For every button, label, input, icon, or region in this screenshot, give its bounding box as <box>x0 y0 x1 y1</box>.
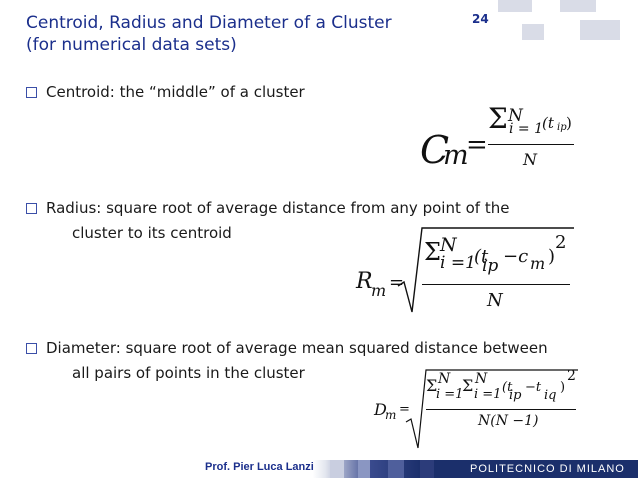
centroid-term: (t <box>542 114 554 132</box>
radius-term: (t <box>474 246 489 267</box>
centroid-fraction-bar <box>488 144 574 145</box>
title-line-1: Centroid, Radius and Diameter of a Cluster <box>26 13 392 33</box>
radius-lhs: R <box>356 269 373 294</box>
radius-lhs-sub: m <box>371 281 387 300</box>
radius-power: 2 <box>555 232 567 253</box>
diameter-lhs-sub: m <box>385 408 397 422</box>
centroid-den: N <box>523 150 537 169</box>
bullet-diameter <box>26 336 548 360</box>
diameter-t-sub: iq <box>544 388 557 403</box>
diameter-sigma-2: Σ <box>462 376 474 395</box>
diameter-term-sub: ip <box>509 388 522 403</box>
diameter-lhs: D <box>374 400 387 419</box>
checkbox-bullet-icon <box>26 203 37 214</box>
centroid-upper: N <box>508 106 523 126</box>
diameter-sigma-1: Σ <box>426 376 438 395</box>
bullet-diameter-text: Diameter: square root of average mean squared distance between <box>46 339 548 357</box>
bullet-radius <box>26 196 509 220</box>
bullet-centroid <box>26 80 305 104</box>
centroid-term-sub: ip <box>557 122 567 133</box>
centroid-close: ) <box>566 114 572 132</box>
diameter-power: 2 <box>567 368 576 384</box>
centroid-lhs: C <box>420 128 450 172</box>
radius-eq: = <box>389 272 405 293</box>
diameter-lower-1: i =1 <box>436 387 464 402</box>
diameter-fraction-bar <box>426 409 576 410</box>
bullet-radius-text: Radius: square root of average distance from any point of the <box>46 199 510 217</box>
diameter-term: (t <box>502 380 513 395</box>
diameter-den: N(N −1) <box>478 413 539 429</box>
checkbox-bullet-icon <box>26 87 37 98</box>
footer-author: Prof. Pier Luca Lanzi <box>205 461 314 473</box>
bullet-diameter-cont: all pairs of points in the cluster <box>72 364 305 382</box>
radius-minus: −c <box>503 246 529 267</box>
radius-fraction-bar <box>422 284 570 285</box>
centroid-lhs-sub: m <box>443 140 469 171</box>
title-line-2: (for numerical data sets) <box>26 35 237 55</box>
radius-close: ) <box>548 246 556 267</box>
bullet-centroid-text: Centroid: the “middle” of a cluster <box>46 83 305 101</box>
diameter-upper-1: N <box>438 371 451 387</box>
diameter-close: ) <box>560 380 566 395</box>
bullet-radius-cont: cluster to its centroid <box>72 224 232 242</box>
slide-number: 24 <box>472 12 489 26</box>
footer-institution: POLITECNICO DI MILANO <box>470 463 625 475</box>
diameter-minus: −t <box>525 380 542 395</box>
radius-c-sub: m <box>530 254 546 273</box>
centroid-sigma: Σ <box>488 102 508 135</box>
checkbox-bullet-icon <box>26 343 37 354</box>
radius-term-sub: ip <box>482 256 499 276</box>
centroid-lower: i = 1 <box>509 121 544 137</box>
diameter-eq: = <box>399 402 410 417</box>
radius-sigma: Σ <box>424 238 441 266</box>
radius-lower: i =1 <box>440 253 476 273</box>
radius-den: N <box>487 290 503 311</box>
diameter-upper-2: N <box>475 371 488 387</box>
header-decoration <box>470 0 638 42</box>
centroid-eq: = <box>466 130 488 160</box>
diameter-lower-2: i =1 <box>474 387 502 402</box>
slide-title <box>26 12 466 56</box>
radius-upper: N <box>440 234 457 256</box>
